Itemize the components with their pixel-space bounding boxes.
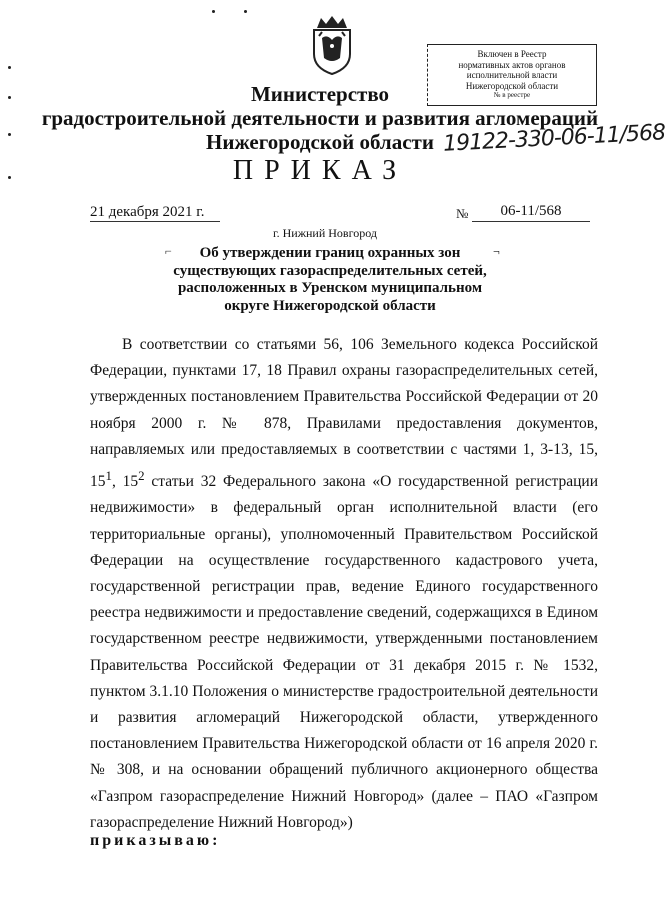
- scan-speck: [8, 176, 11, 179]
- body-text-part: , 15: [111, 473, 139, 491]
- document-title: [150, 245, 510, 315]
- document-number: 06-11/568: [500, 203, 562, 219]
- document-type: ПРИКАЗ: [232, 155, 408, 186]
- title-line: расположенных в Уренском муниципальном: [177, 280, 483, 296]
- body-text-part: В соответствии со статьями 56, 106 Земельного кодекса Российской Федерации, пунктами 17, 18 Правил охраны газораспределительных сетей, утвержденных постановлением Правительства Российской Федерации от 20 ноября 2000 г. № 878, Правилами предоставления документов, направляемых или предоставляемых в соответствии с частями 1, 3-13, 15, 15: [90, 336, 598, 491]
- scan-speck: [8, 66, 11, 69]
- order-keyword: приказываю:: [90, 832, 221, 849]
- scan-speck: [212, 10, 215, 13]
- coat-of-arms-emblem: [305, 14, 359, 76]
- stamp-line: Включен в Реестр: [477, 49, 547, 59]
- date-underline: [90, 221, 220, 222]
- scan-speck: [8, 96, 11, 99]
- superscript: 1: [105, 468, 112, 484]
- stamp-small-text: № в реестре: [493, 91, 531, 99]
- document-city: г. Нижний Новгород: [273, 226, 377, 240]
- ministry-line: Министерство: [250, 82, 390, 106]
- ministry-line: Нижегородской области: [206, 130, 434, 154]
- scan-speck: [244, 10, 247, 13]
- handwritten-registry-number: 19122-330-06-11/568: [442, 120, 666, 157]
- superscript: 2: [138, 468, 145, 484]
- stamp-line: исполнительной власти: [466, 70, 558, 80]
- body-text: [90, 332, 598, 836]
- scan-speck: [8, 133, 11, 136]
- body-paragraph: [90, 332, 598, 836]
- title-corner-right: ¬: [493, 244, 500, 258]
- body-text-part: статьи 32 Федерального закона «О государственной регистрации недвижимости» в федеральный орган исполнительной власти (его территориальные органы), уполномоченный Правительством Российской Федерации на осуществление государственного кадастрового учета, государственной регистрации прав, ведение Единого государственного реестра недвижимости и предоставление сведений, содержащихся в Едином государственном реестре недвижимости, утвержденными постановлением Правительства Российской Федерации от 31 декабря 2015 г. № 1532, пунктом 3.1.10 Положения о министерстве градостроительной деятельности и развития агломераций Нижегородской области, утвержденного постановлением Правительства Нижегородской области от 16 апреля 2020 г. № 308, и на основании обращений публичного акционерного общества «Газпром газораспределение Нижний Новгород» (далее – ПАО «Газпром газораспределение Нижний Новгород»): [90, 473, 599, 831]
- title-line: Об утверждении границ охранных зон: [199, 245, 461, 261]
- number-underline: [472, 221, 590, 222]
- title-line: округе Нижегородской области: [224, 297, 436, 314]
- stamp-line: Нижегородской области: [465, 80, 559, 91]
- title-line: существующих газораспределительных сетей,: [173, 262, 487, 279]
- ministry-line: градостроительной деятельности и развития агломераций: [41, 106, 599, 130]
- document-date: 21 декабря 2021 г.: [90, 204, 205, 220]
- stamp-line: нормативных актов органов: [458, 59, 566, 70]
- title-corner-left: ⌐: [165, 244, 172, 258]
- number-label: №: [456, 206, 469, 221]
